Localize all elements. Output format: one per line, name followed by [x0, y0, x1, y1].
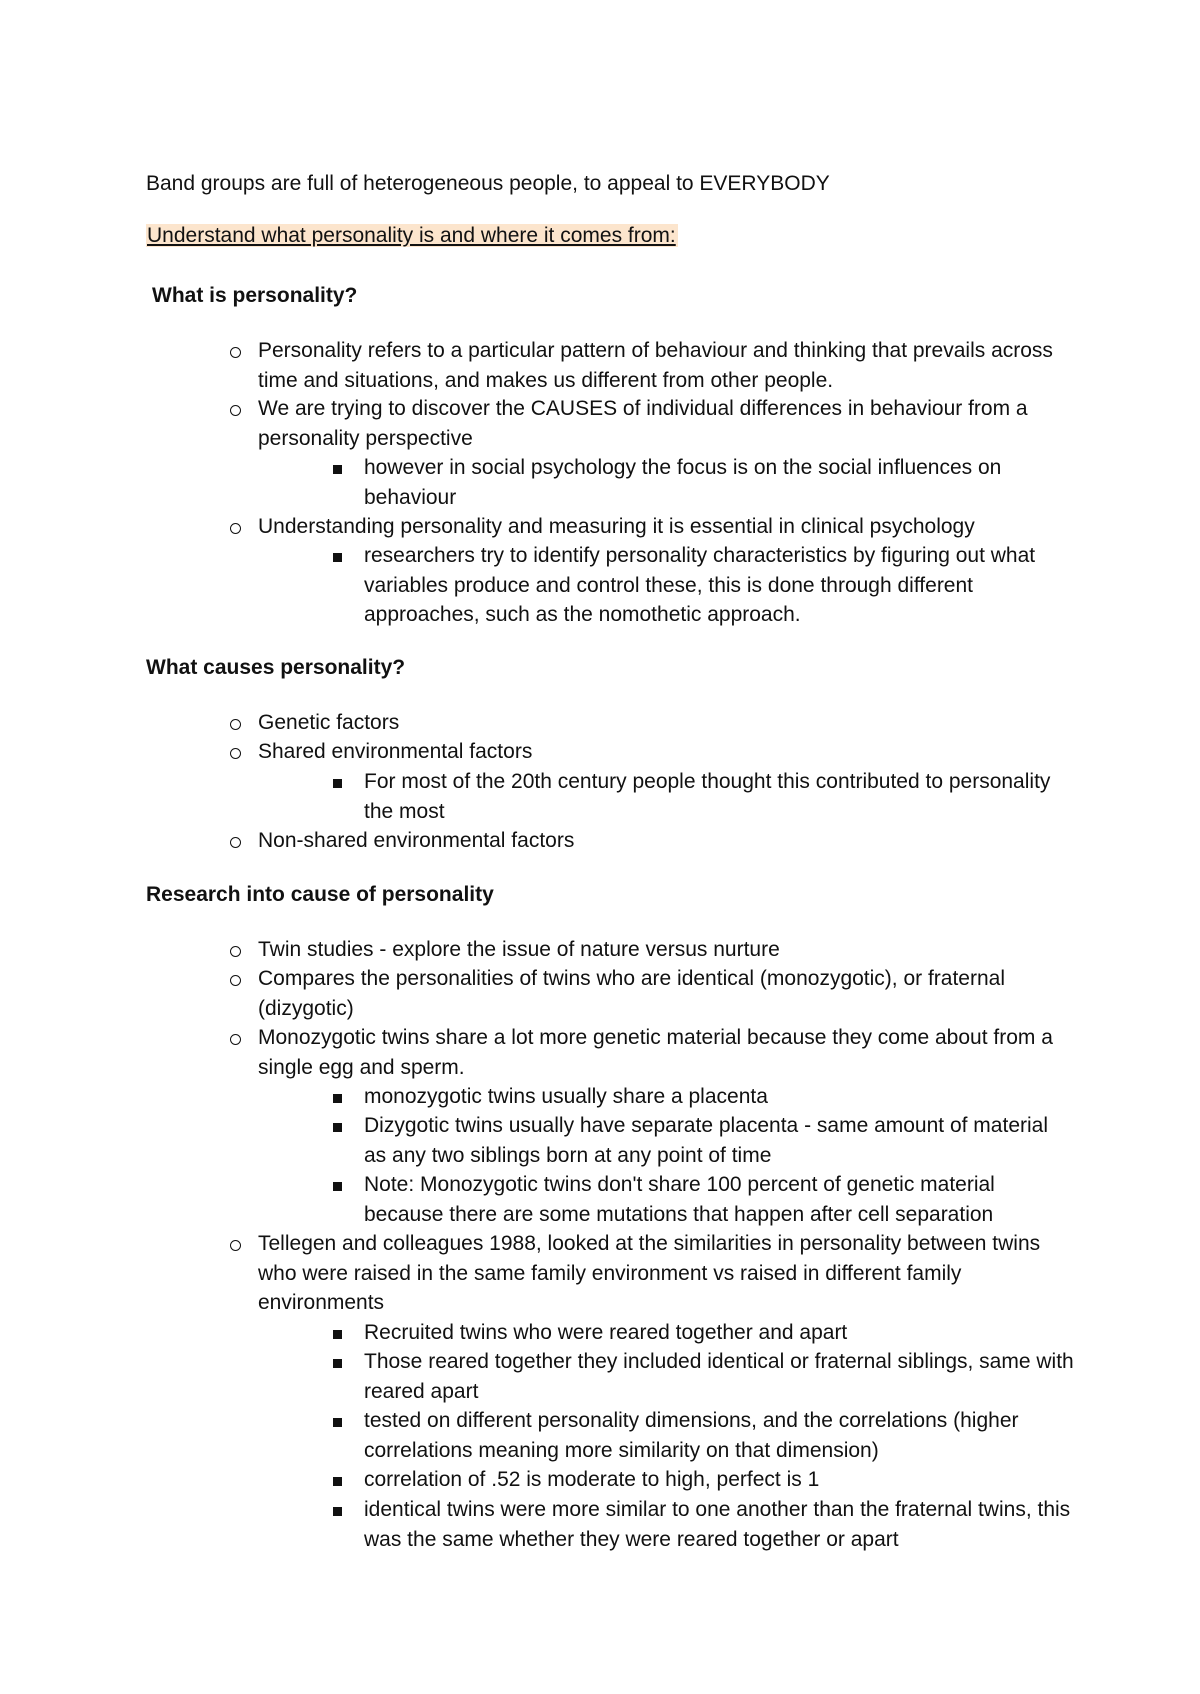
list-item: We are trying to discover the CAUSES of individual differences in behaviour from a personality perspective	[258, 397, 1028, 450]
list-item: Personality refers to a particular pattern of behaviour and thinking that prevails across time and situations, and makes us different from other people.	[258, 339, 1053, 392]
list-item: Those reared together they included identical or fraternal siblings, same with reared apart	[364, 1350, 1074, 1403]
list-item: Recruited twins who were reared together and apart	[364, 1321, 848, 1344]
list-item: researchers try to identify personality characteristics by figuring out what variables produce and control these, this is done through different approaches, such as the nomothetic approach.	[364, 544, 1036, 626]
list-item: Genetic factors	[258, 711, 400, 734]
section-title	[146, 221, 678, 251]
heading-what-causes-personality: What causes personality?	[146, 656, 406, 679]
list-item: monozygotic twins usually share a placenta	[364, 1085, 768, 1108]
list-item: tested on different personality dimensions, and the correlations (higher correlations meaning more similarity on that dimension)	[364, 1409, 1019, 1462]
section-title-highlight: Understand what personality is and where it comes from:	[147, 224, 676, 247]
list-item: Non-shared environmental factors	[258, 829, 575, 852]
list-item: Compares the personalities of twins who are identical (monozygotic), or fraternal (dizygotic)	[258, 967, 1006, 1020]
list-item: Shared environmental factors	[258, 740, 533, 763]
intro-line: Band groups are full of heterogeneous people, to appeal to EVERYBODY	[146, 172, 830, 195]
list-item: Tellegen and colleagues 1988, looked at the similarities in personality between twins who were raised in the same family environment vs raised in different family environments	[258, 1232, 1041, 1314]
list-item: Note: Monozygotic twins don't share 100 percent of genetic material because there are some mutations that happen after cell separation	[364, 1173, 995, 1226]
heading-research: Research into cause of personality	[146, 883, 494, 906]
list-item: Twin studies - explore the issue of nature versus nurture	[258, 938, 780, 961]
list-item: however in social psychology the focus is on the social influences on behaviour	[364, 456, 1002, 509]
list-item: Dizygotic twins usually have separate placenta - same amount of material as any two siblings born at any point of time	[364, 1114, 1048, 1167]
list-item: correlation of .52 is moderate to high, perfect is 1	[364, 1468, 820, 1491]
heading-what-is-personality: What is personality?	[152, 284, 358, 307]
list-item: identical twins were more similar to one another than the fraternal twins, this was the same whether they were reared together or apart	[364, 1498, 1071, 1551]
list-item: For most of the 20th century people thought this contributed to personality the most	[364, 770, 1051, 823]
list-item: Monozygotic twins share a lot more genetic material because they come about from a single egg and sperm.	[258, 1026, 1053, 1079]
list-item: Understanding personality and measuring it is essential in clinical psychology	[258, 515, 975, 538]
